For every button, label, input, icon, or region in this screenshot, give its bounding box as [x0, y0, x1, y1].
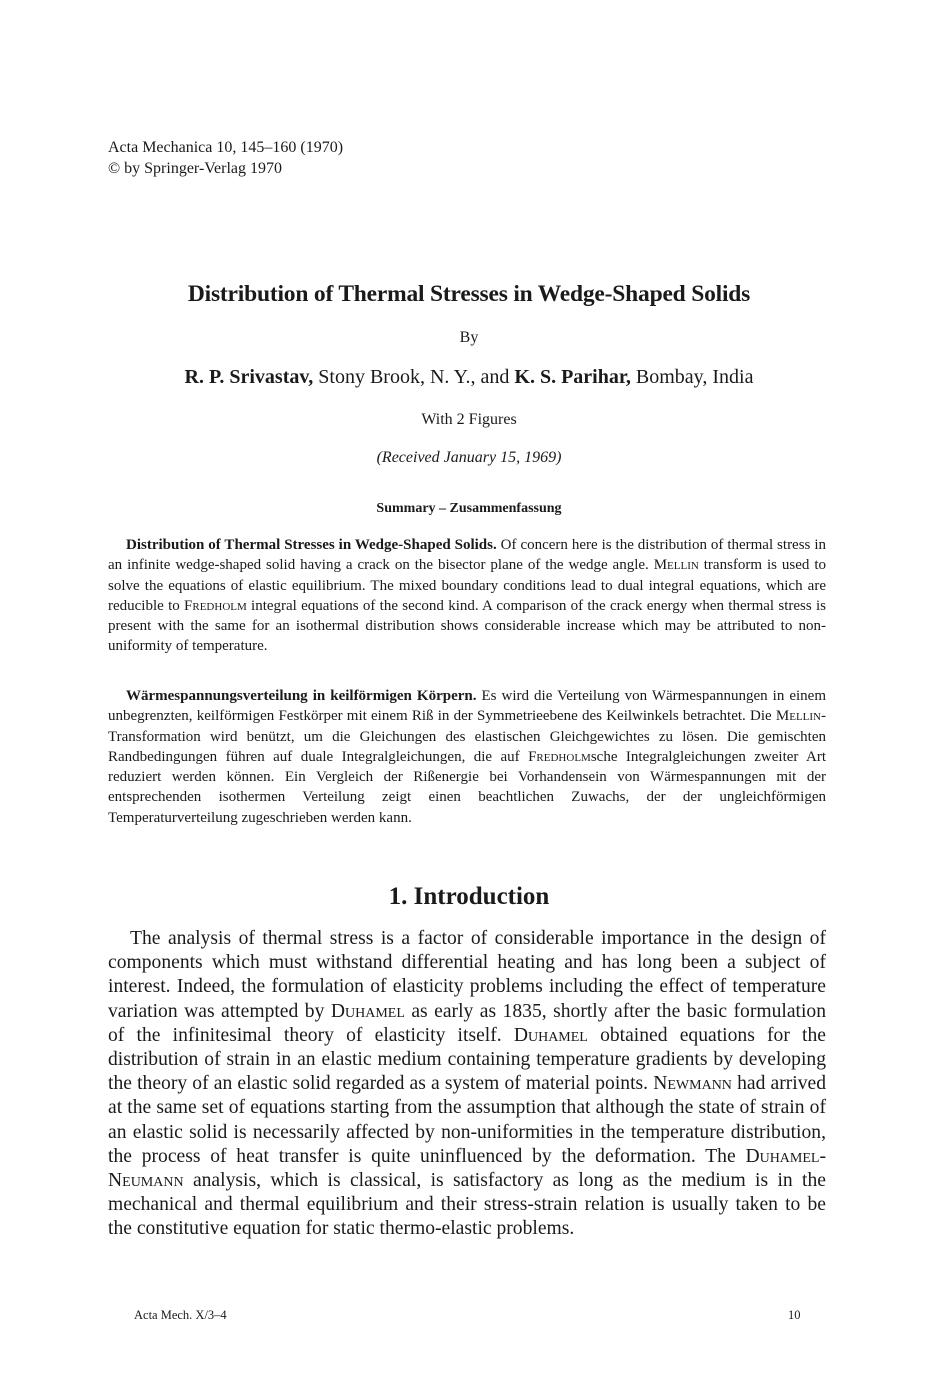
footer-page-number: 10 [788, 1308, 801, 1322]
abstract-lead: Distribution of Thermal Stresses in Wedge-Shaped Solids. [126, 537, 497, 553]
author-reference: Mellin [653, 557, 699, 574]
abstract-text: integral equations of the second kind. A comparison of the crack energy when thermal stress is present with the same for an isothermal distribution shows considerable increase which may be attributed to non-uniformity of temperature. [108, 597, 826, 655]
journal-citation: Acta Mechanica 10, 145–160 (1970) [108, 139, 344, 156]
paper-title: Distribution of Thermal Stresses in Wedge-Shaped Solids [187, 281, 751, 307]
introduction-body [108, 927, 826, 1242]
abstract-german [108, 686, 826, 828]
abstract-text: Es wird die Verteilung von Wärmespannungen in einem unbegrenzten, keilförmigen Festkörper mit einem Riß in der Symmetrieebene des Keilwinkels betrachtet. Die [108, 688, 826, 725]
body-text: had arrived at the same set of equations starting from the assumption that although the state of strain of an elastic solid is necessarily affected by non-uniformities in the temperature distribution, the process of heat transfer is quite uninfluenced by the deformation. The [108, 1073, 826, 1167]
author-line [0, 366, 938, 389]
abstract-text: -Transformation wird benützt, um die Gleichungen des elastischen Gleichgewichtes zu lösen. Die gemischten Randbedingungen führen auf duale Integralgleichungen, die auf [108, 708, 826, 765]
abstract-text: sche Integralgleichungen zweiter Art reduziert werden können. Ein Vergleich der Rißenergie bei Vorhandensein von Wärmespannungen mit der entsprechenden isothermen Verteilung zeigt einen beachtlichen Zuwachs, der der ungleichförmigen Temperaturverteilung zugeschrieben werden kann. [108, 748, 827, 826]
author-reference: Duhamel [513, 1024, 588, 1046]
journal-info [108, 137, 343, 179]
received-date: (Received January 15, 1969) [376, 449, 562, 466]
footer-journal-ref: Acta Mech. X/3–4 [134, 1308, 227, 1322]
author-reference: Mellin [775, 708, 821, 725]
abstract-text: transform is used to solve the equations of elastic equilibrium. The mixed boundary conditions lead to dual integral equations, which are reducible to [108, 557, 826, 614]
author-reference: Newmann [653, 1073, 732, 1095]
section-heading: 1. Introduction [388, 883, 550, 910]
author-name: K. S. Parihar, [514, 366, 631, 388]
author-reference: Fredholm [184, 597, 247, 614]
by-line: By [459, 329, 479, 346]
body-paragraph [108, 927, 826, 1242]
abstract-english [108, 535, 826, 657]
figure-count: With 2 Figures [421, 411, 517, 428]
author-reference: Fredholm [528, 748, 591, 765]
copyright-line: © by Springer-Verlag 1970 [108, 160, 283, 177]
summary-heading: Summary – Zusammenfassung [376, 501, 562, 516]
abstract-paragraph [108, 535, 826, 657]
abstract-lead: Wärmespannungsverteilung in keilförmigen Körpern. [126, 688, 477, 704]
body-text: as early as 1835, shortly after the basic formulation of the infinitesimal theory of elasticity itself. [108, 1000, 826, 1046]
author-name: R. P. Srivastav, [184, 366, 314, 388]
body-text: obtained equations for the distribution of strain in an elastic medium containing temperature gradients by developing the theory of an elastic solid regarded as a system of material points. [108, 1024, 826, 1095]
author-reference: Duhamel-Neumann [108, 1145, 826, 1192]
author-affiliation: Stony Brook, N. Y., and [313, 366, 515, 388]
abstract-text: Of concern here is the distribution of thermal stress in an infinite wedge-shaped solid having a crack on the bisector plane of the wedge angle. [108, 537, 826, 574]
body-text: The analysis of thermal stress is a factor of considerable importance in the design of components which must withstand differential heating and has long been a subject of interest. Indeed, the formulation of elasticity problems including the effect of temperature variation was attempted by [108, 928, 826, 1022]
body-text: analysis, which is classical, is satisfactory as long as the medium is in the mechanical and thermal equilibrium and their stress-strain relation is usually taken to be the constitutive equation for static thermo-elastic problems. [108, 1170, 826, 1240]
author-reference: Duhamel [330, 1000, 405, 1022]
abstract-paragraph [108, 686, 826, 828]
author-affiliation: Bombay, India [630, 366, 754, 388]
